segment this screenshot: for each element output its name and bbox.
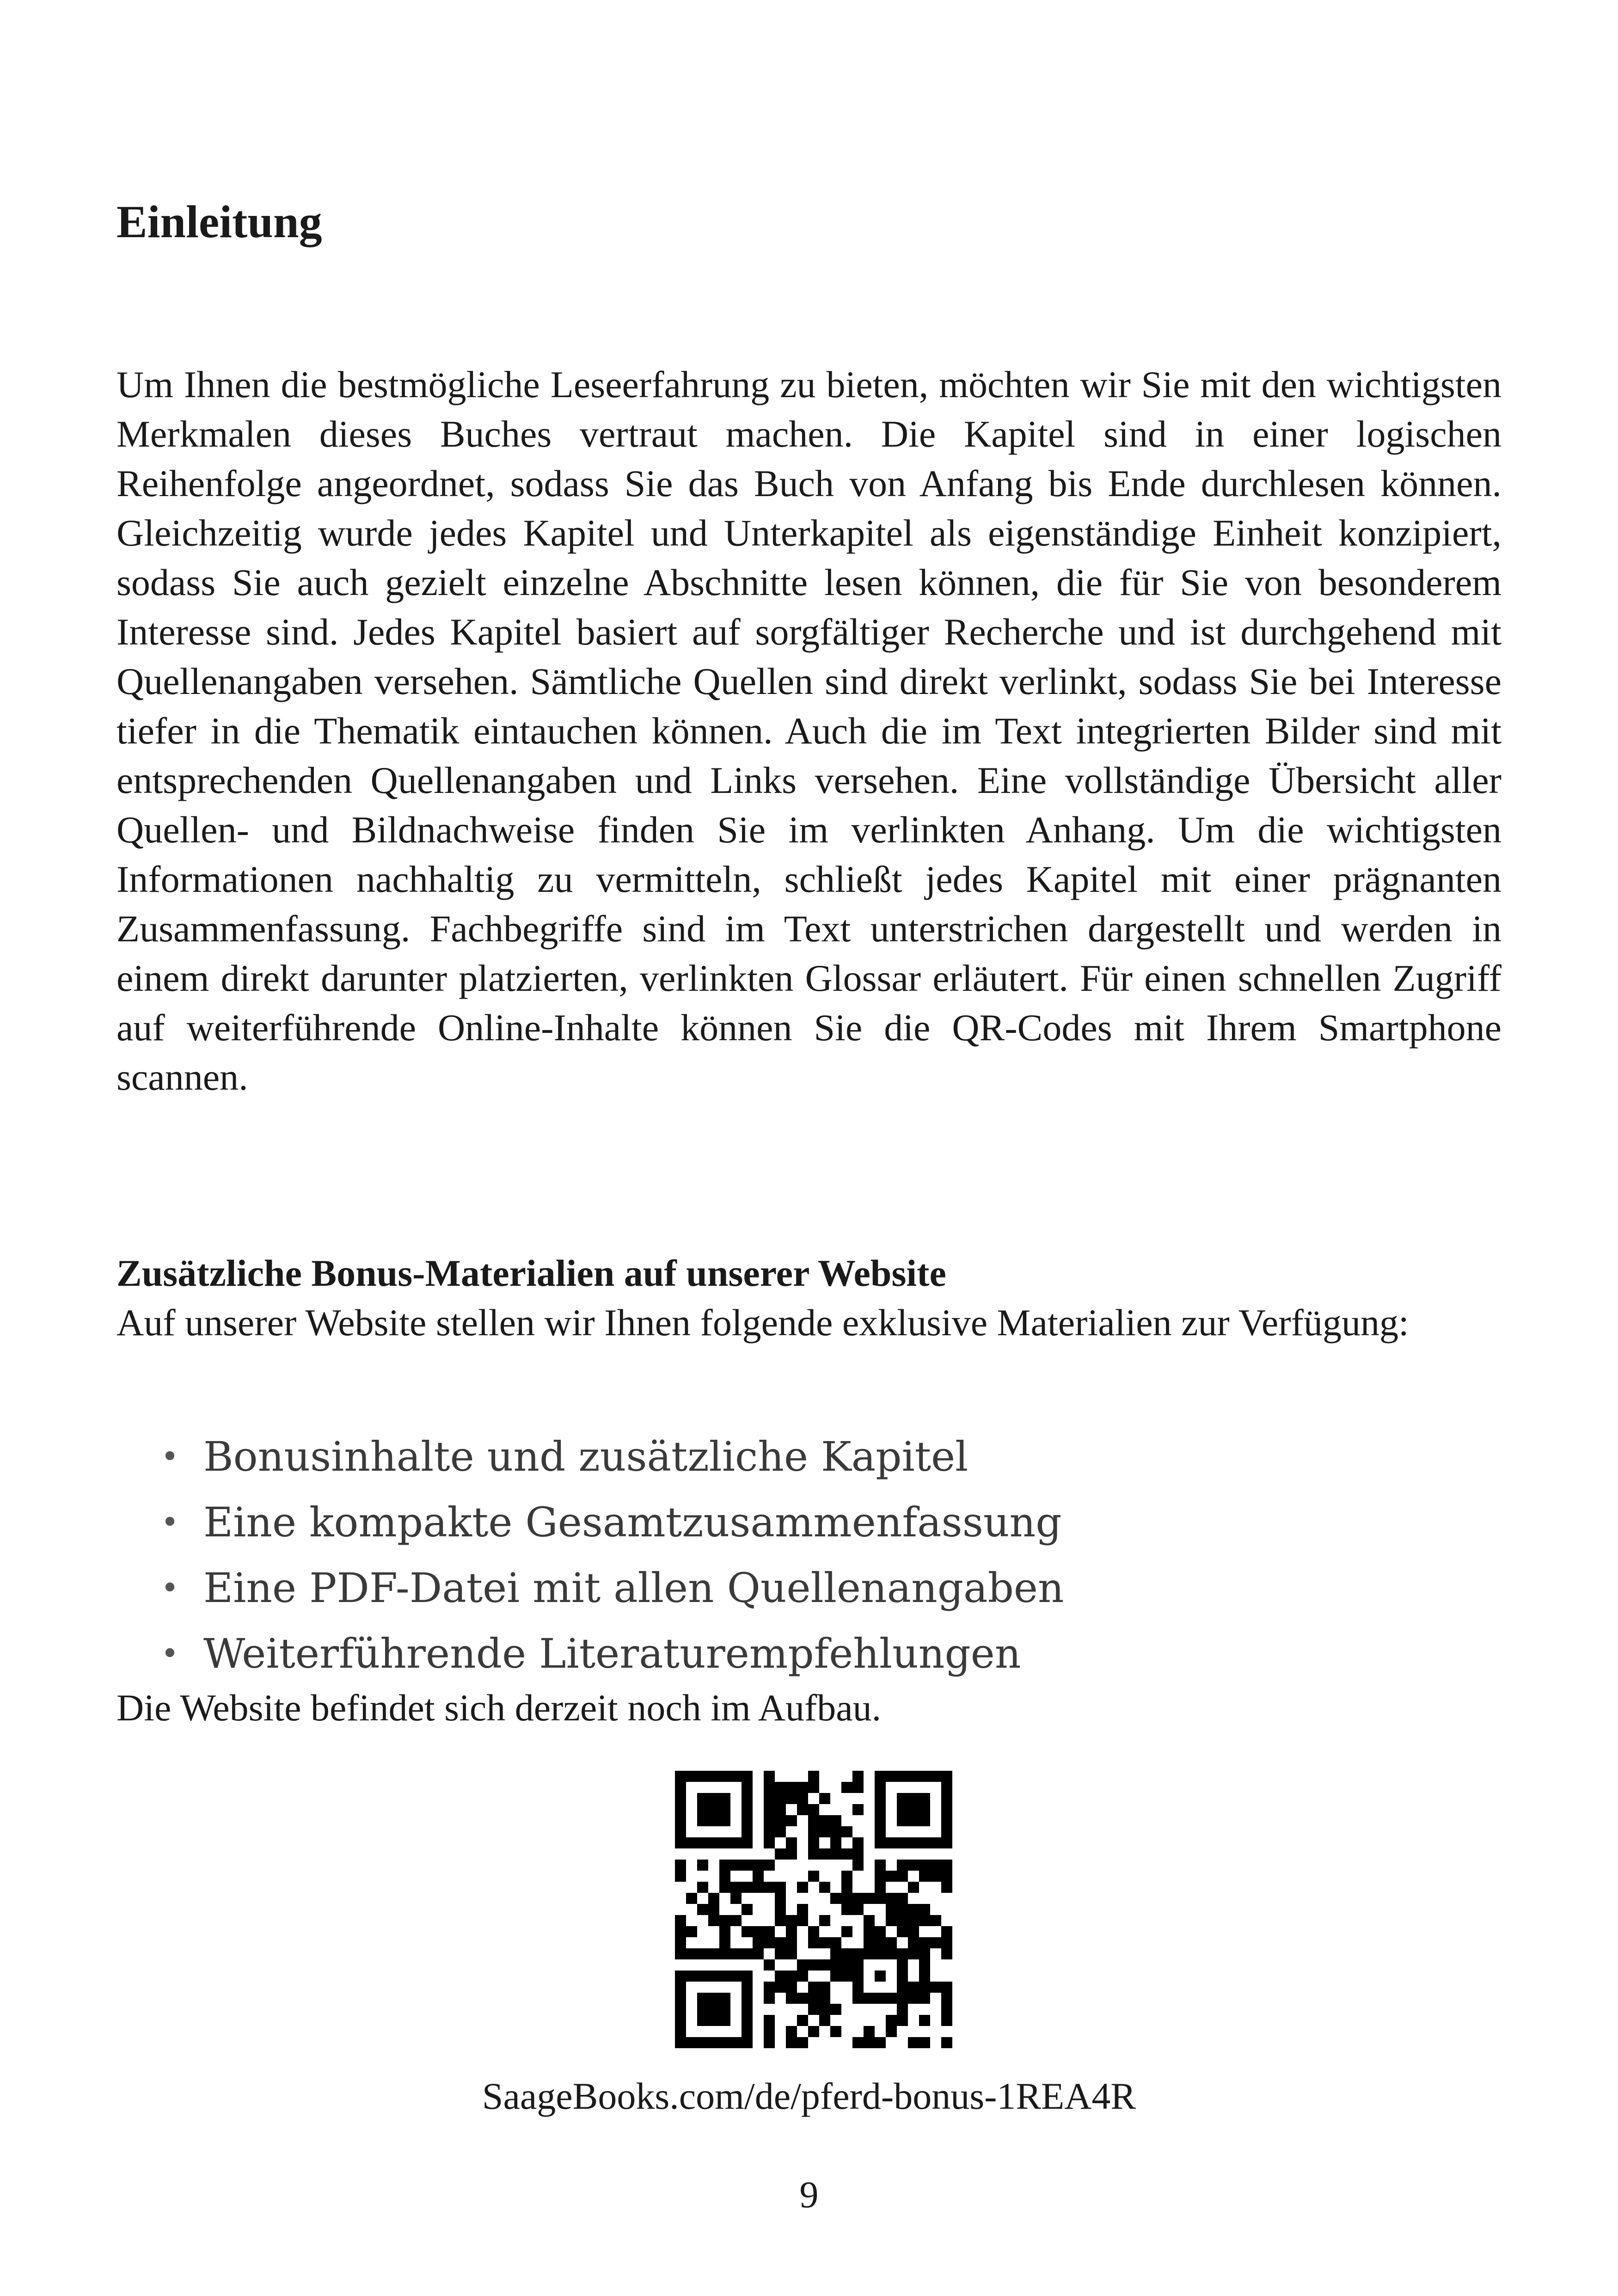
bonus-url-link[interactable]: SaageBooks.com/de/pferd-bonus-1REA4R — [482, 2075, 1136, 2117]
bullet-icon: • — [161, 1439, 179, 1474]
bullet-icon: • — [161, 1570, 179, 1606]
list-item-label: Eine PDF-Datei mit allen Quellenangaben — [203, 1564, 1064, 1612]
bonus-list — [157, 1424, 1064, 1687]
bullet-icon: • — [161, 1504, 179, 1540]
bonus-intro-paragraph: Auf unserer Website stellen wir Ihnen folgende exklusive Materialien zur Verfügung: — [116, 1301, 1409, 1344]
list-item-label: Eine kompakte Gesamtzusammenfassung — [203, 1498, 1062, 1546]
qr-code-icon[interactable] — [675, 1771, 952, 2048]
website-note: Die Website befindet sich derzeit noch im Aufbau. — [116, 1687, 882, 1729]
list-item-label: Weiterführende Literaturempfehlungen — [203, 1630, 1021, 1677]
qr-code-graphic — [675, 1771, 952, 2048]
list-item — [157, 1424, 1064, 1490]
list-item — [157, 1490, 1064, 1555]
list-item — [157, 1555, 1064, 1621]
list-item — [157, 1621, 1064, 1687]
bonus-subheading: Zusätzliche Bonus-Materialien auf unserer Website — [116, 1252, 946, 1294]
bullet-icon: • — [161, 1636, 179, 1671]
intro-paragraph: Um Ihnen die bestmögliche Leseerfahrung zu bieten, möchten wir Sie mit den wichtigsten Merkmalen dieses Buches vertraut machen. Die Kapitel sind in einer logischen Reihenfolge angeordnet, sodass Sie das Buch von Anfang bis Ende durchlesen können. Gleichzeitig wurde jedes Kapitel und Unterkapitel als eigenständige Einheit konzipiert, sodass Sie auch gezielt einzelne Abschnitte lesen können, die für Sie von besonderem Interesse sind. Jedes Kapitel basiert auf sorgfältiger Recherche und ist durchgehend mit Quellenangaben versehen. Sämtliche Quellen sind direkt verlinkt, sodass Sie bei Interesse tiefer in die Thematik eintauchen können. Auch die im Text integrierten Bilder sind mit entsprechenden Quellenangaben und Links versehen. Eine vollständige Übersicht aller Quellen- und Bildnachweise finden Sie im verlinkten Anhang. Um die wichtigsten Informationen nachhaltig zu vermitteln, schließt jedes Kapitel mit einer prägnanten Zusammenfassung. Fachbegriffe sind im Text unterstrichen dargestellt und werden in einem direkt darunter platzierten, verlinkten Glossar erläutert. Für einen schnellen Zugriff auf weiterführende Online-Inhalte können Sie die QR-Codes mit Ihrem Smartphone scannen. — [116, 363, 1502, 1098]
page-heading: Einleitung — [116, 196, 322, 247]
list-item-label: Bonusinhalte und zusätzliche Kapitel — [203, 1433, 968, 1480]
page-number: 9 — [799, 2173, 819, 2216]
